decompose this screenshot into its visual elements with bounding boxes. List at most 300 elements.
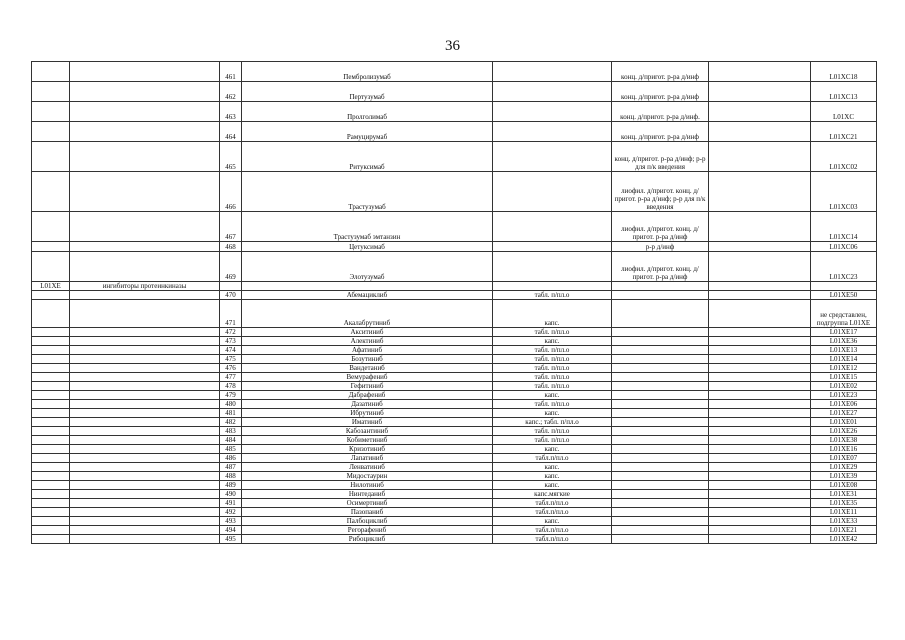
empty-cell bbox=[709, 355, 811, 364]
row-number-cell: 484 bbox=[220, 436, 242, 445]
atc-code-cell: L01XE31 bbox=[811, 490, 877, 499]
dosage-form-alt-cell bbox=[612, 445, 709, 454]
drug-name-cell: Ибрутиниб bbox=[242, 409, 493, 418]
atc-code-cell: L01XE11 bbox=[811, 508, 877, 517]
table-row bbox=[32, 490, 877, 499]
drug-name-cell: Ленватиниб bbox=[242, 463, 493, 472]
dosage-form-cell: табл. п/пл.о bbox=[493, 436, 612, 445]
table-row bbox=[32, 346, 877, 355]
table-row bbox=[32, 535, 877, 544]
dosage-form-alt-cell bbox=[612, 454, 709, 463]
dosage-form-cell: табл.п/пл.о bbox=[493, 535, 612, 544]
table-row bbox=[32, 142, 877, 172]
row-number-cell: 493 bbox=[220, 517, 242, 526]
group-name-cell bbox=[70, 418, 220, 427]
dosage-form-alt-cell bbox=[612, 291, 709, 300]
atc-code-cell: L01XE33 bbox=[811, 517, 877, 526]
atc-code-cell: L01XE15 bbox=[811, 373, 877, 382]
atc-code-cell: L01XE23 bbox=[811, 391, 877, 400]
atc-group-code-cell bbox=[32, 364, 70, 373]
dosage-form-cell: табл. п/пл.о bbox=[493, 427, 612, 436]
empty-cell bbox=[709, 499, 811, 508]
row-number-cell: 470 bbox=[220, 291, 242, 300]
atc-code-cell: L01XE39 bbox=[811, 472, 877, 481]
empty-cell bbox=[709, 517, 811, 526]
atc-code-cell: L01XC02 bbox=[811, 142, 877, 172]
drug-name-cell: Нинтеданиб bbox=[242, 490, 493, 499]
empty-cell bbox=[709, 300, 811, 328]
atc-code-cell: L01XE08 bbox=[811, 481, 877, 490]
drug-name-cell: Вандетаниб bbox=[242, 364, 493, 373]
drug-name-cell: Вемурафениб bbox=[242, 373, 493, 382]
group-header-row bbox=[32, 282, 877, 291]
dosage-form-alt-cell: конц. д/пригот. р-ра д/инф; р-р для п/к введения bbox=[612, 142, 709, 172]
table-row bbox=[32, 517, 877, 526]
empty-cell bbox=[709, 291, 811, 300]
drug-name-cell: Пазопаниб bbox=[242, 508, 493, 517]
dosage-form-alt-cell bbox=[612, 508, 709, 517]
row-number-cell: 467 bbox=[220, 212, 242, 242]
atc-code-cell: L01XE50 bbox=[811, 291, 877, 300]
atc-code-cell: L01XE21 bbox=[811, 526, 877, 535]
dosage-form-alt-cell bbox=[612, 282, 709, 291]
table-row bbox=[32, 212, 877, 242]
group-name-cell bbox=[70, 102, 220, 122]
atc-code-cell: L01XE29 bbox=[811, 463, 877, 472]
table-row bbox=[32, 526, 877, 535]
group-name-cell bbox=[70, 445, 220, 454]
atc-group-code-cell bbox=[32, 328, 70, 337]
group-name-cell: ингибиторы протеинкиназы bbox=[70, 282, 220, 291]
table-row bbox=[32, 400, 877, 409]
atc-code-cell: L01XC13 bbox=[811, 82, 877, 102]
dosage-form-cell: табл. п/пл.о bbox=[493, 364, 612, 373]
row-number-cell: 482 bbox=[220, 418, 242, 427]
empty-cell bbox=[709, 142, 811, 172]
atc-code-cell: L01XC03 bbox=[811, 172, 877, 212]
dosage-form-alt-cell bbox=[612, 481, 709, 490]
atc-group-code-cell bbox=[32, 391, 70, 400]
atc-group-code-cell bbox=[32, 172, 70, 212]
row-number-cell: 466 bbox=[220, 172, 242, 212]
atc-code-cell: L01XE26 bbox=[811, 427, 877, 436]
atc-group-code-cell bbox=[32, 382, 70, 391]
table-row bbox=[32, 172, 877, 212]
drug-name-cell: Кобиметиниб bbox=[242, 436, 493, 445]
table-row bbox=[32, 382, 877, 391]
dosage-form-cell bbox=[493, 212, 612, 242]
dosage-form-alt-cell bbox=[612, 526, 709, 535]
atc-group-code-cell bbox=[32, 481, 70, 490]
row-number-cell: 495 bbox=[220, 535, 242, 544]
atc-group-code-cell bbox=[32, 499, 70, 508]
drug-name-cell bbox=[242, 282, 493, 291]
dosage-form-cell bbox=[493, 172, 612, 212]
dosage-form-alt-cell: р-р д/инф bbox=[612, 242, 709, 252]
dosage-form-alt-cell: конц. д/пригот. р-ра д/инф bbox=[612, 122, 709, 142]
atc-group-code-cell bbox=[32, 517, 70, 526]
dosage-form-alt-cell: конц. д/пригот. р-ра д/инф. bbox=[612, 102, 709, 122]
dosage-form-alt-cell bbox=[612, 472, 709, 481]
atc-code-cell: L01XC23 bbox=[811, 252, 877, 282]
dosage-form-cell: капс.; табл. п/пл.о bbox=[493, 418, 612, 427]
table-row bbox=[32, 82, 877, 102]
dosage-form-alt-cell bbox=[612, 535, 709, 544]
row-number-cell: 474 bbox=[220, 346, 242, 355]
table-row bbox=[32, 454, 877, 463]
group-name-cell bbox=[70, 382, 220, 391]
group-name-cell bbox=[70, 490, 220, 499]
row-number-cell: 489 bbox=[220, 481, 242, 490]
row-number-cell: 461 bbox=[220, 62, 242, 82]
atc-group-code-cell bbox=[32, 242, 70, 252]
atc-code-cell: L01XC14 bbox=[811, 212, 877, 242]
atc-group-code-cell bbox=[32, 472, 70, 481]
table-row bbox=[32, 418, 877, 427]
dosage-form-alt-cell: лиофил. д/пригот. конц. д/пригот. р-ра д/инф bbox=[612, 252, 709, 282]
row-number-cell: 478 bbox=[220, 382, 242, 391]
table-row bbox=[32, 499, 877, 508]
dosage-form-alt-cell bbox=[612, 463, 709, 472]
drug-name-cell: Осимертиниб bbox=[242, 499, 493, 508]
dosage-form-cell bbox=[493, 82, 612, 102]
dosage-form-alt-cell bbox=[612, 400, 709, 409]
atc-code-cell: L01XE14 bbox=[811, 355, 877, 364]
dosage-form-cell: капс. bbox=[493, 391, 612, 400]
group-name-cell bbox=[70, 517, 220, 526]
row-number-cell: 476 bbox=[220, 364, 242, 373]
atc-group-code-cell bbox=[32, 445, 70, 454]
table-row bbox=[32, 481, 877, 490]
atc-group-code-cell bbox=[32, 535, 70, 544]
atc-group-code-cell bbox=[32, 62, 70, 82]
atc-code-cell: L01XC bbox=[811, 102, 877, 122]
table-row bbox=[32, 364, 877, 373]
group-name-cell bbox=[70, 391, 220, 400]
atc-code-cell: L01XE06 bbox=[811, 400, 877, 409]
row-number-cell: 490 bbox=[220, 490, 242, 499]
atc-group-code-cell bbox=[32, 526, 70, 535]
dosage-form-cell: капс. bbox=[493, 481, 612, 490]
group-name-cell bbox=[70, 212, 220, 242]
group-name-cell bbox=[70, 454, 220, 463]
dosage-form-cell: табл.п/пл.о bbox=[493, 499, 612, 508]
group-name-cell bbox=[70, 291, 220, 300]
dosage-form-cell: капс. bbox=[493, 445, 612, 454]
group-name-cell bbox=[70, 481, 220, 490]
atc-code-cell: L01XE27 bbox=[811, 409, 877, 418]
dosage-form-cell: капс.мягкие bbox=[493, 490, 612, 499]
dosage-form-alt-cell bbox=[612, 391, 709, 400]
drug-name-cell: Алектиниб bbox=[242, 337, 493, 346]
group-name-cell bbox=[70, 364, 220, 373]
group-name-cell bbox=[70, 463, 220, 472]
atc-code-cell: L01XE17 bbox=[811, 328, 877, 337]
drug-name-cell: Кабозантиниб bbox=[242, 427, 493, 436]
table-row bbox=[32, 300, 877, 328]
empty-cell bbox=[709, 418, 811, 427]
dosage-form-cell: табл.п/пл.о bbox=[493, 454, 612, 463]
group-name-cell bbox=[70, 400, 220, 409]
group-name-cell bbox=[70, 355, 220, 364]
drug-table bbox=[31, 61, 877, 544]
dosage-form-alt-cell bbox=[612, 373, 709, 382]
row-number-cell: 464 bbox=[220, 122, 242, 142]
group-name-cell bbox=[70, 328, 220, 337]
drug-name-cell: Рамуцирумаб bbox=[242, 122, 493, 142]
atc-code-cell: L01XE42 bbox=[811, 535, 877, 544]
drug-name-cell: Бозутиниб bbox=[242, 355, 493, 364]
dosage-form-alt-cell bbox=[612, 436, 709, 445]
empty-cell bbox=[709, 409, 811, 418]
drug-name-cell: Пролголимаб bbox=[242, 102, 493, 122]
atc-group-code-cell bbox=[32, 300, 70, 328]
table-row bbox=[32, 427, 877, 436]
dosage-form-cell bbox=[493, 242, 612, 252]
drug-name-cell: Трастузумаб эмтанзин bbox=[242, 212, 493, 242]
empty-cell bbox=[709, 382, 811, 391]
group-name-cell bbox=[70, 252, 220, 282]
drug-name-cell: Дазатиниб bbox=[242, 400, 493, 409]
atc-code-cell: L01XC21 bbox=[811, 122, 877, 142]
group-name-cell bbox=[70, 508, 220, 517]
empty-cell bbox=[709, 122, 811, 142]
empty-cell bbox=[709, 242, 811, 252]
atc-group-code-cell bbox=[32, 291, 70, 300]
dosage-form-alt-cell bbox=[612, 409, 709, 418]
row-number-cell: 472 bbox=[220, 328, 242, 337]
drug-name-cell: Акситиниб bbox=[242, 328, 493, 337]
dosage-form-cell: табл. п/пл.о bbox=[493, 355, 612, 364]
drug-name-cell: Ритуксимаб bbox=[242, 142, 493, 172]
atc-group-code-cell bbox=[32, 122, 70, 142]
dosage-form-alt-cell bbox=[612, 418, 709, 427]
table-row bbox=[32, 463, 877, 472]
row-number-cell: 491 bbox=[220, 499, 242, 508]
dosage-form-cell: капс. bbox=[493, 409, 612, 418]
dosage-form-cell: капс. bbox=[493, 300, 612, 328]
atc-code-cell: L01XE02 bbox=[811, 382, 877, 391]
atc-code-cell: L01XE35 bbox=[811, 499, 877, 508]
atc-group-code-cell bbox=[32, 337, 70, 346]
empty-cell bbox=[709, 472, 811, 481]
empty-cell bbox=[709, 481, 811, 490]
row-number-cell: 475 bbox=[220, 355, 242, 364]
dosage-form-cell: табл.п/пл.о bbox=[493, 508, 612, 517]
dosage-form-alt-cell bbox=[612, 300, 709, 328]
dosage-form-alt-cell bbox=[612, 427, 709, 436]
table-row bbox=[32, 62, 877, 82]
group-name-cell bbox=[70, 142, 220, 172]
group-name-cell bbox=[70, 62, 220, 82]
atc-group-code-cell bbox=[32, 102, 70, 122]
empty-cell bbox=[709, 337, 811, 346]
table-row bbox=[32, 436, 877, 445]
atc-group-code-cell bbox=[32, 436, 70, 445]
empty-cell bbox=[709, 391, 811, 400]
row-number-cell: 480 bbox=[220, 400, 242, 409]
atc-group-code-cell: L01XE bbox=[32, 282, 70, 291]
atc-group-code-cell bbox=[32, 409, 70, 418]
dosage-form-alt-cell bbox=[612, 346, 709, 355]
group-name-cell bbox=[70, 122, 220, 142]
dosage-form-alt-cell bbox=[612, 337, 709, 346]
table-row bbox=[32, 409, 877, 418]
table-row bbox=[32, 122, 877, 142]
dosage-form-cell bbox=[493, 62, 612, 82]
drug-name-cell: Мидостаурин bbox=[242, 472, 493, 481]
dosage-form-cell: табл. п/пл.о bbox=[493, 382, 612, 391]
atc-code-cell: L01XE12 bbox=[811, 364, 877, 373]
drug-name-cell: Палбоциклиб bbox=[242, 517, 493, 526]
atc-group-code-cell bbox=[32, 82, 70, 102]
atc-code-cell bbox=[811, 282, 877, 291]
row-number-cell: 485 bbox=[220, 445, 242, 454]
empty-cell bbox=[709, 454, 811, 463]
group-name-cell bbox=[70, 346, 220, 355]
drug-name-cell: Элотузумаб bbox=[242, 252, 493, 282]
drug-name-cell: Абемациклиб bbox=[242, 291, 493, 300]
row-number-cell: 465 bbox=[220, 142, 242, 172]
empty-cell bbox=[709, 508, 811, 517]
dosage-form-cell bbox=[493, 142, 612, 172]
drug-name-cell: Лапатиниб bbox=[242, 454, 493, 463]
group-name-cell bbox=[70, 373, 220, 382]
row-number-cell: 462 bbox=[220, 82, 242, 102]
dosage-form-cell: табл.п/пл.о bbox=[493, 526, 612, 535]
table-row bbox=[32, 102, 877, 122]
table-row bbox=[32, 242, 877, 252]
table-row bbox=[32, 252, 877, 282]
row-number-cell: 468 bbox=[220, 242, 242, 252]
table-row bbox=[32, 391, 877, 400]
dosage-form-alt-cell bbox=[612, 328, 709, 337]
empty-cell bbox=[709, 172, 811, 212]
drug-name-cell: Иматиниб bbox=[242, 418, 493, 427]
dosage-form-alt-cell bbox=[612, 364, 709, 373]
atc-group-code-cell bbox=[32, 355, 70, 364]
atc-group-code-cell bbox=[32, 212, 70, 242]
row-number-cell: 483 bbox=[220, 427, 242, 436]
group-name-cell bbox=[70, 337, 220, 346]
group-name-cell bbox=[70, 300, 220, 328]
group-name-cell bbox=[70, 242, 220, 252]
atc-code-cell: L01XE01 bbox=[811, 418, 877, 427]
drug-name-cell: Регорафениб bbox=[242, 526, 493, 535]
atc-group-code-cell bbox=[32, 418, 70, 427]
atc-group-code-cell bbox=[32, 346, 70, 355]
atc-group-code-cell bbox=[32, 142, 70, 172]
table-row bbox=[32, 355, 877, 364]
dosage-form-cell: табл. п/пл.о bbox=[493, 328, 612, 337]
group-name-cell bbox=[70, 409, 220, 418]
dosage-form-cell: капс. bbox=[493, 463, 612, 472]
atc-code-cell: L01XE07 bbox=[811, 454, 877, 463]
dosage-form-cell: капс. bbox=[493, 517, 612, 526]
atc-group-code-cell bbox=[32, 427, 70, 436]
atc-code-cell: L01XE36 bbox=[811, 337, 877, 346]
atc-group-code-cell bbox=[32, 508, 70, 517]
dosage-form-alt-cell: лиофил. д/пригот. конц. д/пригот. р-ра д/инф; р-р для п/к введения bbox=[612, 172, 709, 212]
drug-name-cell: Афатиниб bbox=[242, 346, 493, 355]
atc-group-code-cell bbox=[32, 373, 70, 382]
row-number-cell: 479 bbox=[220, 391, 242, 400]
atc-group-code-cell bbox=[32, 454, 70, 463]
empty-cell bbox=[709, 400, 811, 409]
drug-name-cell: Трастузумаб bbox=[242, 172, 493, 212]
table-row bbox=[32, 445, 877, 454]
dosage-form-alt-cell: конц. д/пригот. р-ра д/инф bbox=[612, 62, 709, 82]
row-number-cell: 469 bbox=[220, 252, 242, 282]
dosage-form-cell bbox=[493, 252, 612, 282]
dosage-form-alt-cell bbox=[612, 382, 709, 391]
dosage-form-cell: табл. п/пл.о bbox=[493, 291, 612, 300]
atc-group-code-cell bbox=[32, 490, 70, 499]
row-number-cell: 471 bbox=[220, 300, 242, 328]
empty-cell bbox=[709, 102, 811, 122]
drug-name-cell: Дабрафениб bbox=[242, 391, 493, 400]
empty-cell bbox=[709, 373, 811, 382]
empty-cell bbox=[709, 490, 811, 499]
table-row bbox=[32, 373, 877, 382]
empty-cell bbox=[709, 445, 811, 454]
page-number: 36 bbox=[445, 38, 460, 54]
empty-cell bbox=[709, 62, 811, 82]
empty-cell bbox=[709, 427, 811, 436]
empty-cell bbox=[709, 328, 811, 337]
group-name-cell bbox=[70, 427, 220, 436]
atc-group-code-cell bbox=[32, 252, 70, 282]
dosage-form-cell: табл. п/пл.о bbox=[493, 400, 612, 409]
empty-cell bbox=[709, 82, 811, 102]
drug-name-cell: Акалабрутиниб bbox=[242, 300, 493, 328]
group-name-cell bbox=[70, 526, 220, 535]
dosage-form-cell: капс. bbox=[493, 337, 612, 346]
table-row bbox=[32, 508, 877, 517]
drug-name-cell: Гефитиниб bbox=[242, 382, 493, 391]
dosage-form-alt-cell bbox=[612, 355, 709, 364]
atc-group-code-cell bbox=[32, 400, 70, 409]
empty-cell bbox=[709, 252, 811, 282]
row-number-cell: 492 bbox=[220, 508, 242, 517]
row-number-cell: 473 bbox=[220, 337, 242, 346]
dosage-form-alt-cell: конц. д/пригот. р-ра д/инф bbox=[612, 82, 709, 102]
row-number-cell: 477 bbox=[220, 373, 242, 382]
drug-name-cell: Рибоциклиб bbox=[242, 535, 493, 544]
dosage-form-alt-cell: лиофил. д/пригот. конц. д/пригот. р-ра д/инф bbox=[612, 212, 709, 242]
table-row bbox=[32, 472, 877, 481]
dosage-form-cell bbox=[493, 122, 612, 142]
table-row bbox=[32, 337, 877, 346]
empty-cell bbox=[709, 282, 811, 291]
drug-name-cell: Пембролизумаб bbox=[242, 62, 493, 82]
dosage-form-cell bbox=[493, 282, 612, 291]
group-name-cell bbox=[70, 82, 220, 102]
drug-name-cell: Кризотиниб bbox=[242, 445, 493, 454]
drug-name-cell: Нилотиниб bbox=[242, 481, 493, 490]
row-number-cell: 481 bbox=[220, 409, 242, 418]
dosage-form-alt-cell bbox=[612, 490, 709, 499]
dosage-form-alt-cell bbox=[612, 499, 709, 508]
group-name-cell bbox=[70, 172, 220, 212]
atc-code-cell: L01XC18 bbox=[811, 62, 877, 82]
group-name-cell bbox=[70, 535, 220, 544]
group-name-cell bbox=[70, 472, 220, 481]
empty-cell bbox=[709, 535, 811, 544]
empty-cell bbox=[709, 526, 811, 535]
group-name-cell bbox=[70, 436, 220, 445]
drug-name-cell: Цетуксимаб bbox=[242, 242, 493, 252]
